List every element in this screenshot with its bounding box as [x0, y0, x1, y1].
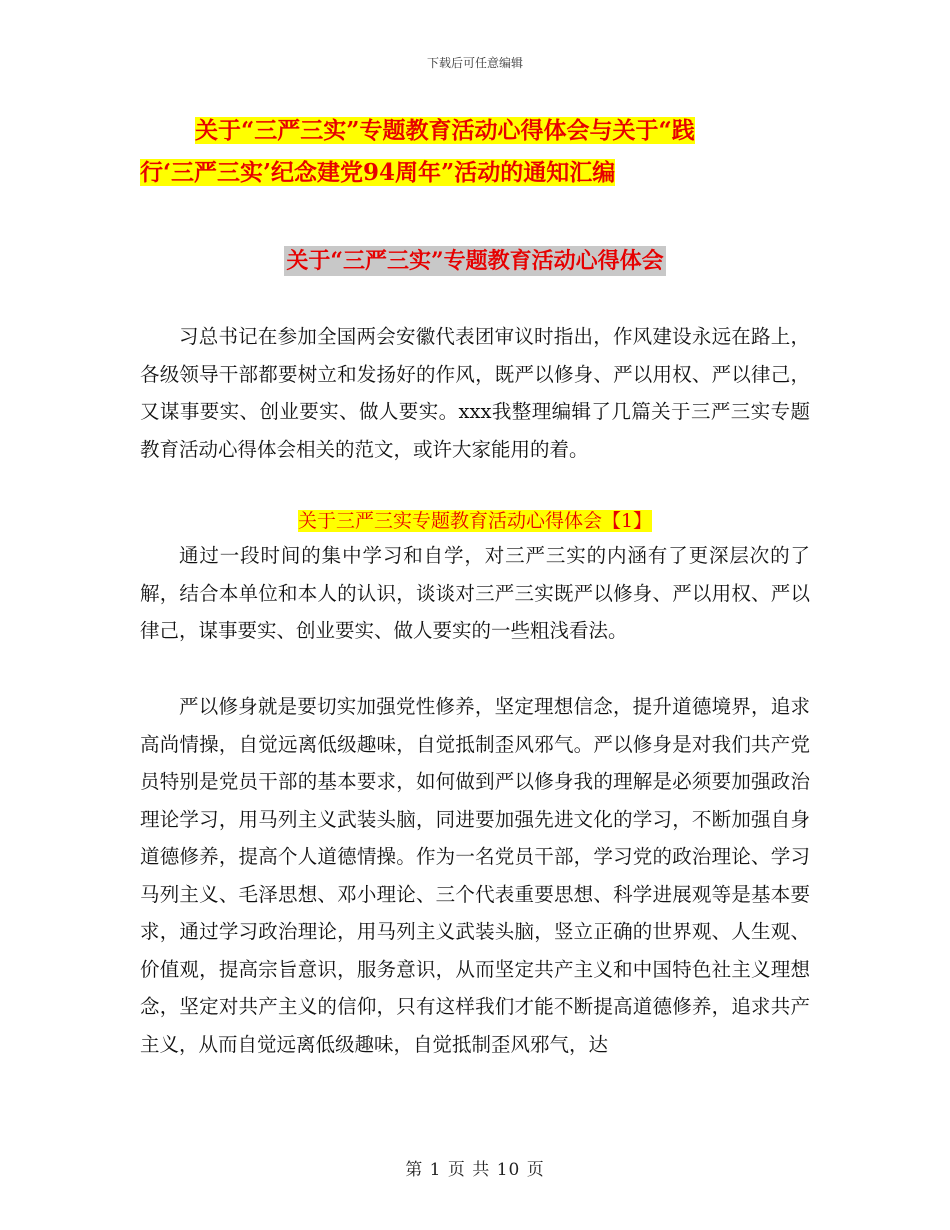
body-paragraph-1: 通过一段时间的集中学习和自学，对三严三实的内涵有了更深层次的了解，结合本单位和本人的认识，谈谈对三严三实既严以修身、严以用权、严以律己，谋事要实、创业要实、做人要实的一些粗浅看法。: [140, 544, 810, 642]
subtitle: [0, 244, 950, 275]
section-heading-text: 关于三严三实专题教育活动心得体会【1】: [297, 510, 653, 532]
subtitle-text: 关于“三严三实”专题教育活动心得体会: [286, 248, 664, 274]
page-footer: 第 1 页 共 10 页: [405, 1160, 545, 1180]
intro-paragraph: 习总书记在参加全国两会安徽代表团审议时指出，作风建设永远在路上，各级领导干部都要树立和发扬好的作风，既严以修身、严以用权、严以律己，又谋事要实、创业要实、做人要实。xxx我整理编辑了几篇关于三严三实专题教育活动心得体会相关的范文，或许大家能用的着。: [140, 325, 810, 461]
intro-paragraph-block: [140, 318, 810, 468]
page-header-note: 下载后可任意编辑: [426, 56, 523, 70]
title-line-1-text: 关于“三严三实”专题教育活动心得体会与关于“践: [195, 117, 695, 144]
document-title: [140, 110, 820, 194]
paragraph-block-2: [140, 688, 810, 1063]
body-paragraph-2: 严以修身就是要切实加强党性修养，坚定理想信念，提升道德境界，追求高尚情操，自觉远离低级趣味，自觉抵制歪风邪气。严以修身是对我们共产党员特别是党员干部的基本要求，如何做到严以修身我的理解是必须要加强政治理论学习，用马列主义武装头脑，同进要加强先进文化的学习，不断加强自身道德修养，提高个人道德情操。作为一名党员干部，学习党的政治理论、学习马列主义、毛泽思想、邓小理论、三个代表重要思想、科学进展观等是基本要求，通过学习政治理论，用马列主义武装头脑，竖立正确的世界观、人生观、价值观，提高宗旨意识，服务意识，从而坚定共产主义和中国特色社主义理想念，坚定对共产主义的信仰，只有这样我们才能不断提高道德修养，追求共产主义，从而自觉远离低级趣味，自觉抵制歪风邪气，达: [140, 695, 810, 1056]
section-heading: [0, 506, 950, 533]
title-line-2: 行‘三严三实’纪念建党94周年”活动的通知汇编: [140, 159, 616, 186]
title-line-1: [140, 110, 820, 152]
paragraph-block-1: [140, 537, 810, 650]
